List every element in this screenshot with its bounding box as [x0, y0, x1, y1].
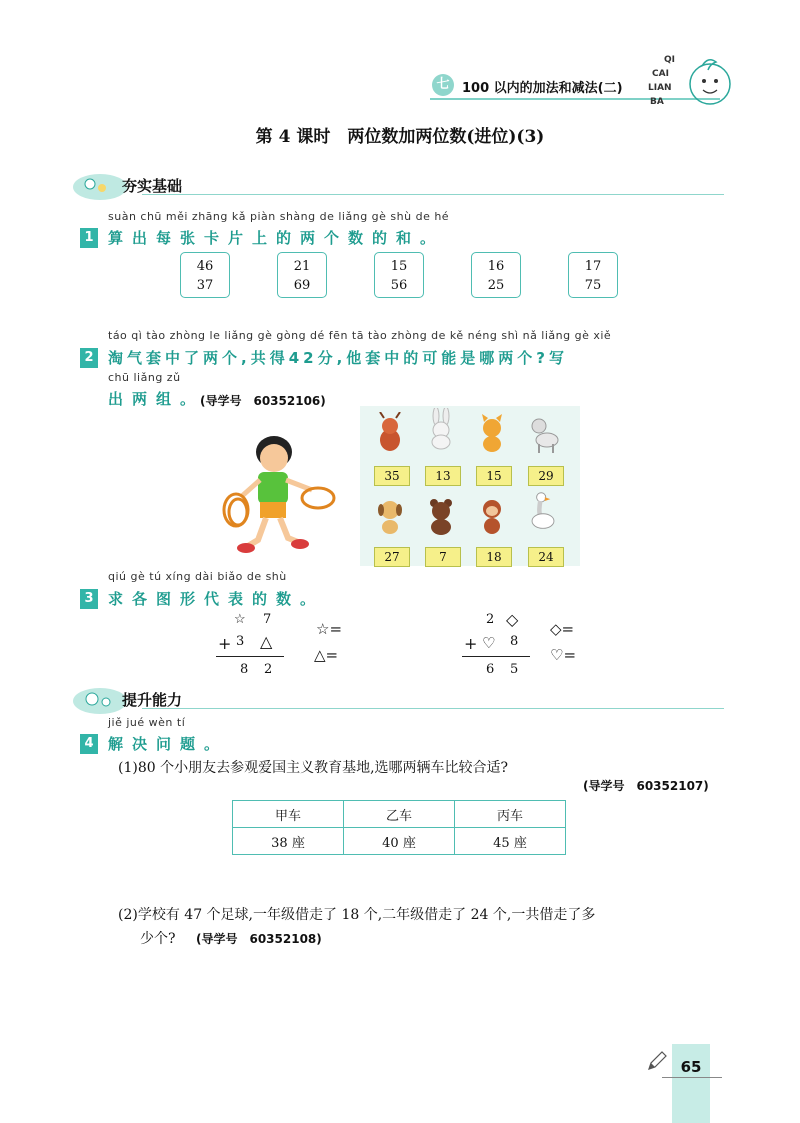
q4-number: 4 — [80, 734, 98, 754]
card-bottom-number: 25 — [487, 278, 505, 293]
q1-pinyin: suàn chū měi zhāng kǎ piàn shàng de liǎng gè shù de hé — [108, 210, 450, 223]
q1-number: 1 — [80, 228, 98, 248]
score-tag-deer: 35 — [374, 466, 410, 486]
score-tag-dog: 27 — [374, 547, 410, 567]
q4-part2-text-line1: (2)学校有 47 个足球,一年级借走了 18 个,二年级借走了 24 个,一共借走了多 — [118, 907, 596, 923]
number-card — [374, 252, 424, 298]
q2-pinyin-line1: táo qì tào zhòng le liǎng gè gòng dé fēn tā tào zhòng de kě néng shì nǎ liǎng gè xiě — [108, 329, 612, 342]
number-card — [568, 252, 618, 298]
digit: 8 — [240, 662, 249, 677]
monkey-icon — [474, 494, 510, 536]
q4-pinyin: jiě jué wèn tí — [108, 716, 186, 729]
lesson-title: 第 4 课时 两位数加两位数(进位)(3) — [255, 127, 545, 147]
card-top-number: 21 — [293, 259, 311, 274]
heart-answer-blank[interactable]: ♡= — [550, 646, 577, 664]
table-row — [233, 801, 566, 828]
bear-icon — [423, 494, 459, 536]
rabbit-icon — [423, 408, 459, 450]
pencil-icon — [646, 1050, 668, 1072]
table-cell: 40 座 — [344, 828, 455, 855]
logo-text-qi: QI — [664, 55, 675, 65]
deer-icon — [372, 412, 408, 454]
q3-text: 求各图形代表的数。 — [108, 590, 325, 608]
card-top-number: 17 — [584, 259, 602, 274]
chapter-title: 100 以内的加法和减法(二) — [462, 81, 623, 96]
score-tag-bear: 7 — [425, 547, 461, 567]
score-tag-goose: 24 — [528, 547, 564, 567]
digit: 3 — [236, 634, 245, 649]
digit: 6 — [486, 662, 495, 677]
triangle-answer-blank[interactable]: △= — [314, 646, 339, 664]
card-bottom-number: 56 — [390, 278, 408, 293]
logo-text-cai: CAI — [652, 69, 669, 79]
diamond-symbol: ◇ — [506, 610, 519, 629]
vertical-addition-right — [458, 612, 538, 682]
plus-sign: + — [218, 634, 232, 653]
q4-part1-text: (1)80 个小朋友去参观爱国主义教育基地,选哪两辆车比较合适? — [118, 760, 509, 776]
card-bottom-number: 75 — [584, 278, 602, 293]
goat-icon — [525, 412, 561, 454]
table-header-cell: 乙车 — [344, 801, 455, 828]
table-header-cell: 丙车 — [455, 801, 566, 828]
q2-number: 2 — [80, 348, 98, 368]
q4-part1-guide-number: (导学号 60352107) — [583, 779, 709, 793]
vertical-addition-left — [210, 612, 290, 682]
page-number-rule — [662, 1077, 722, 1078]
q2-text-line1: 淘气套中了两个,共得42分,他套中的可能是哪两个?写 — [108, 349, 568, 367]
card-top-number: 46 — [196, 259, 214, 274]
heart-symbol: ♡ — [482, 634, 496, 652]
card-top-number: 15 — [390, 259, 408, 274]
card-bottom-number: 69 — [293, 278, 311, 293]
score-tag-goat: 29 — [528, 466, 564, 486]
table-cell: 38 座 — [233, 828, 344, 855]
q3-number: 3 — [80, 589, 98, 609]
plus-sign: + — [464, 634, 478, 653]
q2-pinyin-line2: chū liǎng zǔ — [108, 371, 181, 384]
number-card — [180, 252, 230, 298]
star-answer-blank[interactable]: ☆= — [316, 620, 343, 638]
chapter-number-badge: 七 — [432, 74, 454, 96]
page-number-tab — [672, 1044, 710, 1123]
qi-cai-lian-ba-logo — [640, 48, 750, 118]
section-title: 提升能力 — [122, 691, 183, 709]
number-card — [471, 252, 521, 298]
score-tag-rabbit: 13 — [425, 466, 461, 486]
q4-part2-guide-number: (导学号 60352108) — [196, 932, 322, 946]
q1-text: 算出每张卡片上的两个数的和。 — [108, 229, 445, 247]
digit: 2 — [264, 662, 273, 677]
section-header-foundation — [72, 172, 724, 202]
section-title: 夯实基础 — [122, 177, 183, 195]
page-number: 65 — [680, 1058, 702, 1076]
q4-part2-text-line2: 少个? — [140, 931, 176, 947]
diamond-answer-blank[interactable]: ◇= — [550, 620, 575, 638]
number-card — [277, 252, 327, 298]
table-header-cell: 甲车 — [233, 801, 344, 828]
card-bottom-number: 37 — [196, 278, 214, 293]
score-tag-monkey: 18 — [476, 547, 512, 567]
card-top-number: 16 — [487, 259, 505, 274]
logo-text-ba: BA — [650, 97, 664, 107]
digit: 8 — [510, 634, 519, 649]
cat-icon — [474, 412, 510, 454]
triangle-symbol: △ — [260, 632, 273, 651]
digit: 2 — [486, 612, 495, 627]
dog-icon — [372, 494, 408, 536]
digit: 7 — [263, 612, 272, 627]
table-row — [233, 828, 566, 855]
q2-guide-number: (导学号 60352106) — [200, 394, 326, 408]
q3-pinyin: qiú gè tú xíng dài biǎo de shù — [108, 570, 287, 583]
q4-text: 解决问题。 — [108, 735, 229, 753]
logo-text-lian: LIAN — [648, 83, 672, 93]
q2-text-line2: 出两组。 — [108, 390, 205, 408]
score-tag-cat: 15 — [476, 466, 512, 486]
table-cell: 45 座 — [455, 828, 566, 855]
boy-throwing-rings-illustration — [212, 430, 342, 560]
star-symbol: ☆ — [234, 612, 246, 627]
bus-seat-table — [232, 800, 566, 855]
goose-icon — [525, 490, 561, 532]
digit: 5 — [510, 662, 519, 677]
section-header-improve — [72, 686, 724, 716]
